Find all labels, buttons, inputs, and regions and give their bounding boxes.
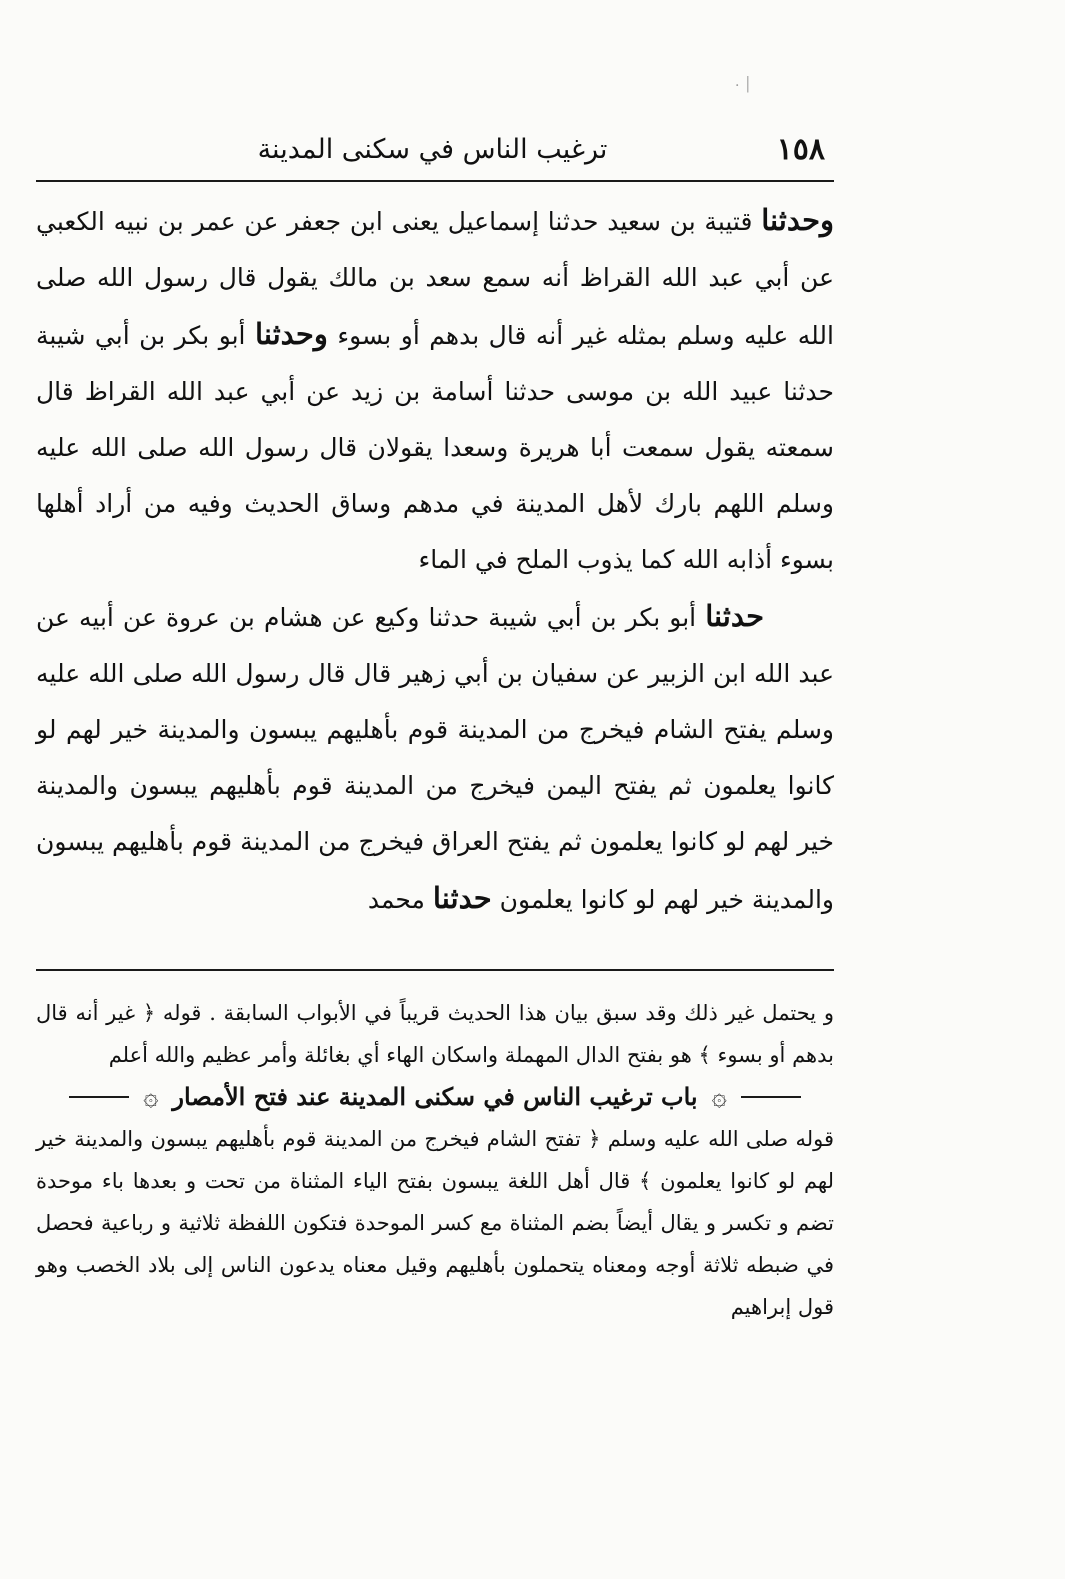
hadith-paragraph <box>36 588 834 928</box>
page-header <box>40 128 825 172</box>
hadith-chain-text: أبو بكر بن أبي شيبة حدثنا وكيع عن هشام بن عروة عن أبيه عن عبد الله ابن الزبير عن سفيان بن أبي زهير قال قال رسول الله صلى الله عليه وسلم يفتح الشام فيخرج من المدينة قوم بأهليهم يبسون والمدينة خير لهم لو كانوا يعلمون ثم يفتح اليمن فيخرج من المدينة قوم بأهليهم يبسون والمدينة خير لهم لو كانوا يعلمون ثم يفتح العراق فيخرج من المدينة قوم بأهليهم يبسون والمدينة خير لهم لو كانوا يعلمون <box>36 603 834 914</box>
chapter-title: باب ترغيب الناس في سكنى المدينة عند فتح الأمصار <box>172 1082 698 1111</box>
chapter-heading <box>36 1076 834 1118</box>
header-rule <box>36 180 834 182</box>
running-title: ترغيب الناس في سكنى المدينة <box>257 134 608 165</box>
ornament-icon: ۞ <box>143 1082 159 1112</box>
haddathana-marker: وحدثنا <box>255 317 328 351</box>
commentary-paragraph: و يحتمل غير ذلك وقد سبق بيان هذا الحديث قريباً في الأبواب السابقة . قوله ﴿ غير أنه قال بدهم أو بسوء ﴾ هو بفتح الدال المهملة واسكان الهاء أي بغائلة وأمر عظيم والله أعلم <box>36 1001 834 1067</box>
commentary-paragraph: قوله صلى الله عليه وسلم ﴿ تفتح الشام فيخرج من المدينة قوم بأهليهم يبسون والمدينة خير لهم لو كانوا يعلمون ﴾ قال أهل اللغة يبسون بفتح الياء المثناة من تحت و بعدها باء موحدة تضم و تكسر و يقال أيضاً بضم المثناة مع كسر الموحدة فتكون اللفظة ثلاثية و رباعية فحصل في ضبطه ثلاثة أوجه ومعناه يتحملون بأهليهم وقيل معناه يدعون الناس إلى بلاد الخصب وهو قول إبراهيم <box>36 1127 834 1319</box>
hadith-chain-text: قتيبة بن سعيد حدثنا إسماعيل يعنى ابن جعفر عن عمر بن نبيه الكعبي عن أبي عبد الله القراظ أنه سمع سعد بن مالك يقول قال رسول الله صلى الله عليه وسلم بمثله غير أنه قال بدهم أو بسوء <box>36 207 834 350</box>
haddathana-marker: وحدثنا <box>761 203 834 237</box>
hadith-chain-text: أبو بكر بن أبي شيبة حدثنا عبيد الله بن موسى حدثنا أسامة بن زيد عن أبي عبد الله القراظ قال سمعته يقول سمعت أبا هريرة وسعدا يقولان قال رسول الله صلى الله عليه وسلم اللهم بارك لأهل المدينة في مدهم وساق الحديث وفيه من أراد أهلها بسوء أذابه الله كما يذوب الملح في الماء <box>36 321 834 574</box>
ornament-icon: ۞ <box>711 1082 727 1112</box>
commentary-block <box>36 992 834 1328</box>
heading-dash <box>69 1096 129 1098</box>
hadith-paragraph <box>36 192 834 588</box>
hadith-chain-text: محمد <box>367 885 425 914</box>
heading-dash <box>741 1096 801 1098</box>
hadith-text-block <box>36 192 834 928</box>
haddathana-marker: حدثنا <box>705 599 764 633</box>
haddathana-marker: حدثنا <box>432 881 492 915</box>
ink-speck: · ׀ <box>735 78 752 94</box>
page-number: ١٥٨ <box>776 132 825 167</box>
commentary-divider <box>36 969 834 971</box>
